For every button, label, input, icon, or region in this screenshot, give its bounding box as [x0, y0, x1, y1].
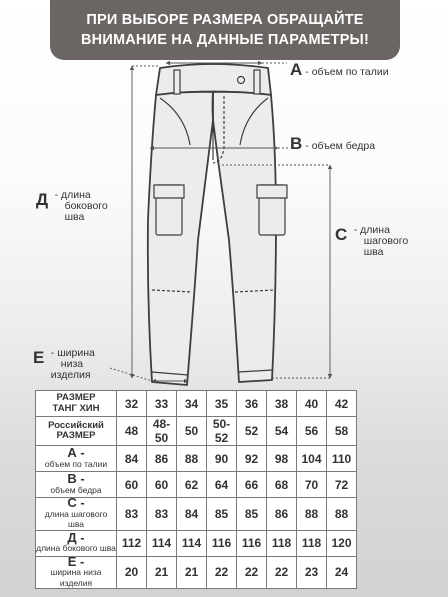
row-header-subtitle: объем бедра — [50, 484, 102, 495]
table-row — [36, 498, 357, 531]
table-cell: 21 — [147, 556, 177, 589]
table-row — [36, 446, 357, 472]
table-cell: 48-50 — [147, 417, 177, 446]
row-header-subtitle: длина шагового шва — [44, 508, 108, 529]
table-cell: 22 — [267, 556, 297, 589]
table-cell: 35 — [207, 391, 237, 417]
table-cell: 120 — [327, 530, 357, 556]
table-cell: 36 — [237, 391, 267, 417]
table-cell: 50-52 — [207, 417, 237, 446]
table-cell: 23 — [297, 556, 327, 589]
label-e: Е - ширина низа изделия — [33, 347, 95, 381]
table-cell: 84 — [177, 498, 207, 531]
row-header-title: Российский — [48, 419, 104, 431]
table-cell: 116 — [207, 530, 237, 556]
table-cell: 22 — [237, 556, 267, 589]
table-cell: 86 — [147, 446, 177, 472]
table-cell: 92 — [237, 446, 267, 472]
banner-line-1: ПРИ ВЫБОРЕ РАЗМЕРА ОБРАЩАЙТЕ — [86, 12, 364, 28]
table-cell: 88 — [297, 498, 327, 531]
row-header — [36, 495, 117, 531]
row-header — [36, 472, 117, 498]
table-cell: 118 — [297, 530, 327, 556]
row-header-title: Д - — [67, 529, 85, 545]
table-cell: 112 — [117, 530, 147, 556]
table-cell: 114 — [177, 530, 207, 556]
row-header — [36, 530, 117, 556]
table-cell: 64 — [207, 472, 237, 498]
row-header-subtitle: ширина низа изделия — [50, 567, 102, 588]
row-header-title: В - — [67, 471, 85, 486]
table-cell: 32 — [117, 391, 147, 417]
table-cell: 52 — [237, 417, 267, 446]
row-header — [36, 391, 117, 417]
table-row — [36, 530, 357, 556]
table-cell: 22 — [207, 556, 237, 589]
table-row — [36, 417, 357, 446]
table-cell: 58 — [327, 417, 357, 446]
row-header-subtitle: объем по талии — [44, 458, 108, 469]
table-cell: 68 — [267, 472, 297, 498]
table-cell: 110 — [327, 446, 357, 472]
table-cell: 48 — [117, 417, 147, 446]
row-header — [36, 553, 117, 589]
table-cell: 24 — [327, 556, 357, 589]
table-cell: 66 — [237, 472, 267, 498]
table-cell: 90 — [207, 446, 237, 472]
label-b: В - объем бедра — [290, 134, 376, 153]
table-cell: 40 — [297, 391, 327, 417]
table-cell: 114 — [147, 530, 177, 556]
table-cell: 38 — [267, 391, 297, 417]
table-cell: 54 — [267, 417, 297, 446]
table-cell: 83 — [117, 498, 147, 531]
banner-line-2: ВНИМАНИЕ НА ДАННЫЕ ПАРАМЕТРЫ! — [81, 32, 369, 48]
table-cell: 104 — [297, 446, 327, 472]
row-header-title: Е - — [67, 553, 85, 569]
table-cell: 34 — [177, 391, 207, 417]
row-header-title: С - — [67, 495, 85, 510]
row-header — [36, 417, 117, 446]
table-cell: 116 — [237, 530, 267, 556]
left-leg — [148, 92, 213, 385]
right-leg — [213, 92, 276, 382]
table-cell: 86 — [267, 498, 297, 531]
label-c: С - длина шагового шва — [335, 224, 409, 258]
row-header-title: РАЗМЕР — [56, 392, 96, 403]
row-header-subtitle: ТАНГ ХИН — [52, 402, 100, 414]
table-cell: 83 — [147, 498, 177, 531]
table-cell: 84 — [117, 446, 147, 472]
size-table — [35, 390, 357, 589]
table-cell: 60 — [147, 472, 177, 498]
table-cell: 98 — [267, 446, 297, 472]
table-cell: 42 — [327, 391, 357, 417]
row-header-subtitle: РАЗМЕР — [56, 430, 96, 441]
table-cell: 118 — [267, 530, 297, 556]
table-cell: 70 — [297, 472, 327, 498]
table-cell: 50 — [177, 417, 207, 446]
table-cell: 88 — [327, 498, 357, 531]
table-cell: 85 — [237, 498, 267, 531]
table-cell: 88 — [177, 446, 207, 472]
table-row — [36, 556, 357, 589]
table-cell: 21 — [177, 556, 207, 589]
row-header-title: А - — [67, 445, 85, 460]
table-cell: 60 — [117, 472, 147, 498]
row-header-subtitle: длина бокового шва — [36, 543, 116, 553]
label-d: Д - длина бокового шва — [36, 189, 108, 223]
table-cell: 56 — [297, 417, 327, 446]
label-a: А - объем по талии — [290, 60, 389, 79]
table-cell: 72 — [327, 472, 357, 498]
table-row — [36, 472, 357, 498]
table-cell: 33 — [147, 391, 177, 417]
table-cell: 20 — [117, 556, 147, 589]
table-cell: 85 — [207, 498, 237, 531]
table-cell: 62 — [177, 472, 207, 498]
table-row — [36, 391, 357, 417]
row-header — [36, 446, 117, 472]
